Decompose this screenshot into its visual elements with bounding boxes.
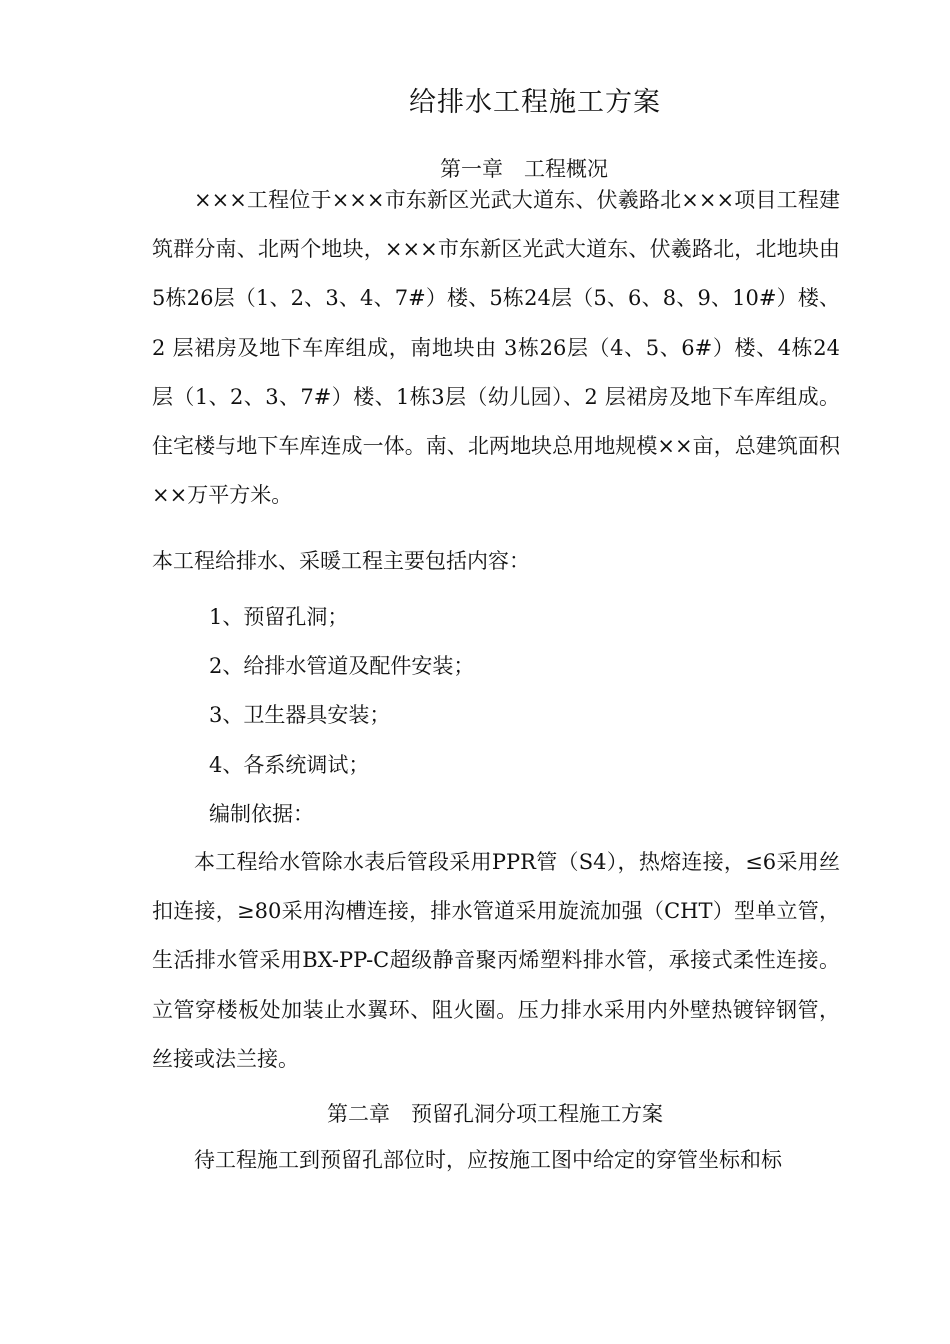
basis-label: 编制依据：: [209, 802, 314, 826]
basis-paragraph: 本工程给水管除水表后管段采用PPR管（S4），热熔连接，≤6采用丝扣连接，≥80采用沟槽连接，排水管道采用旋流加强（CHT）型单立管，生活排水管采用BX-PP-C超级静音聚丙烯塑料排水管，承接式柔性连接。立管穿楼板处加装止水翼环、阻火圈。压力排水采用内外壁热镀锌钢管，丝接或法兰接。: [152, 850, 840, 1071]
chapter-2-heading: 第二章 预留孔洞分项工程施工方案: [327, 1102, 663, 1126]
chapter-1-heading: 第一章 工程概况: [440, 157, 608, 181]
scope-intro: 本工程给排水、采暖工程主要包括内容：: [152, 549, 530, 573]
chapter-2-intro-paragraph: 待工程施工到预留孔部位时，应按施工图中给定的穿管坐标和标: [194, 1148, 782, 1172]
project-overview-paragraph: ×××工程位于×××市东新区光武大道东、伏羲路北×××项目工程建筑群分南、北两个地块，×××市东新区光武大道东、伏羲路北，北地块由5栋26层（1、2、3、4、7#）楼、5栋24层（5、6、8、9、10#）楼、2 层裙房及地下车库组成，南地块由 3栋26层（4、5、6#）楼、4栋24层（1、2、3、7#）楼、1栋3层（幼儿园）、2 层裙房及地下车库组成。住宅楼与地下车库连成一体。南、北两地块总用地规模××亩，总建筑面积××万平方米。: [152, 188, 840, 508]
scope-list: [209, 593, 474, 790]
document-title: 给排水工程施工方案: [409, 87, 661, 118]
list-item: 2、给排水管道及配件安装；: [209, 654, 475, 679]
list-item: 4、各系统调试；: [209, 752, 370, 777]
list-item: 1、预留孔洞；: [209, 605, 349, 629]
list-item: 3、卫生器具安装；: [209, 703, 391, 728]
